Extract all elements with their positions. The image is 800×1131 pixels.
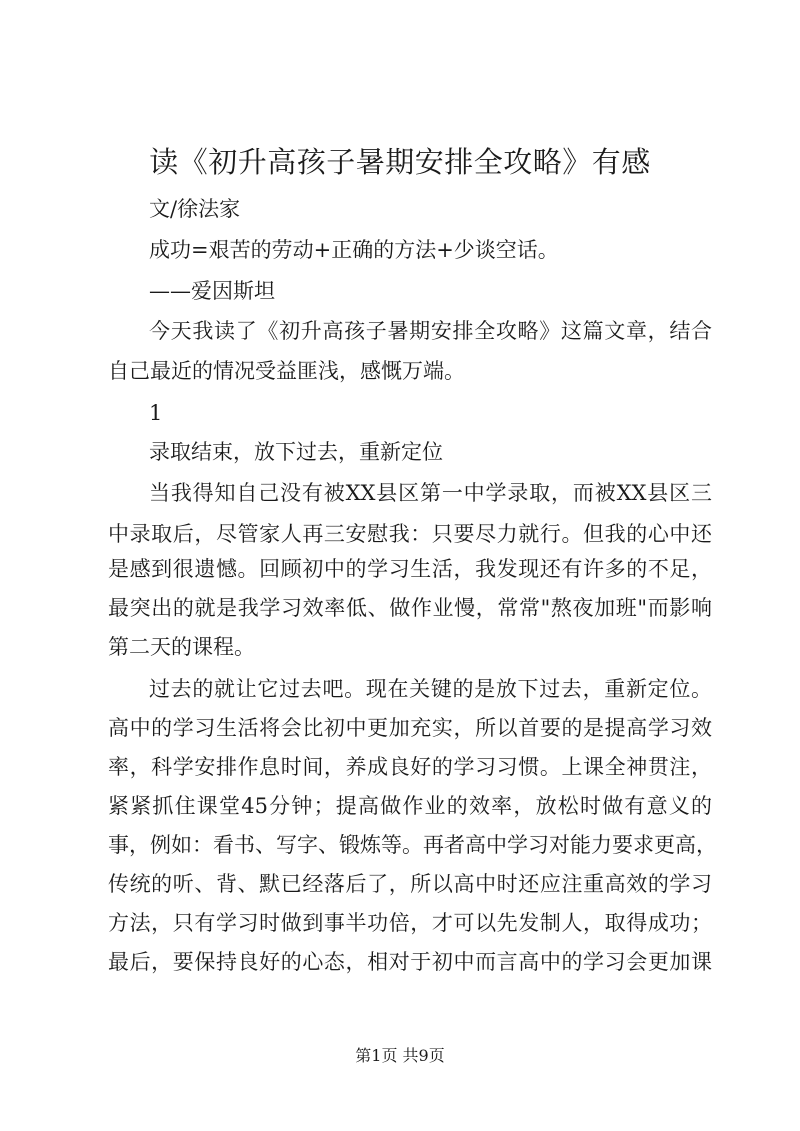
author-line: 文/徐法家 [149, 197, 241, 221]
section-number: 1 [149, 401, 163, 425]
page-footer: 第1页 共9页 [355, 1046, 445, 1065]
paragraph-line: 过去的就让它过去吧。现在关键的是放下过去，重新定位。 [149, 677, 712, 701]
paragraph-line: 是感到很遗憾。回顾初中的学习生活，我发现还有许多的不足， [108, 557, 712, 581]
paragraph-line: 第二天的课程。 [108, 635, 255, 659]
paragraph-line: 最突出的就是我学习效率低、做作业慢，常常"熬夜加班"而影响 [108, 596, 712, 620]
section-heading: 录取结束，放下过去，重新定位 [149, 440, 443, 464]
intro-line: 今天我读了《初升高孩子暑期安排全攻略》这篇文章，结合 [149, 319, 712, 343]
paragraph-line: 中录取后，尽管家人再三安慰我：只要尽力就行。但我的心中还 [108, 522, 712, 546]
paragraph-line: 当我得知自己没有被XX县区第一中学录取，而被XX县区三 [149, 481, 712, 505]
paragraph-line: 率，科学安排作息时间，养成良好的学习习惯。上课全神贯注， [108, 755, 712, 779]
quote-line: 成功=艰苦的劳动+正确的方法+少谈空话。 [149, 238, 559, 262]
document-title: 读《初升高孩子暑期安排全攻略》有感 [149, 145, 651, 179]
quote-attribution: ——爱因斯坦 [149, 279, 275, 303]
intro-line: 自己最近的情况受益匪浅，感慨万端。 [108, 359, 465, 383]
paragraph-line: 紧紧抓住课堂45分钟；提高做作业的效率，放松时做有意义的 [108, 794, 712, 818]
paragraph-line: 传统的听、背、默已经落后了，所以高中时还应注重高效的学习 [108, 872, 712, 896]
paragraph-line: 事，例如：看书、写字、锻炼等。再者高中学习对能力要求更高， [108, 833, 717, 857]
paragraph-line: 方法，只有学习时做到事半功倍，才可以先发制人，取得成功； [108, 911, 712, 935]
paragraph-line: 最后，要保持良好的心态，相对于初中而言高中的学习会更加课 [108, 950, 712, 974]
paragraph-line: 高中的学习生活将会比初中更加充实，所以首要的是提高学习效 [108, 716, 712, 740]
